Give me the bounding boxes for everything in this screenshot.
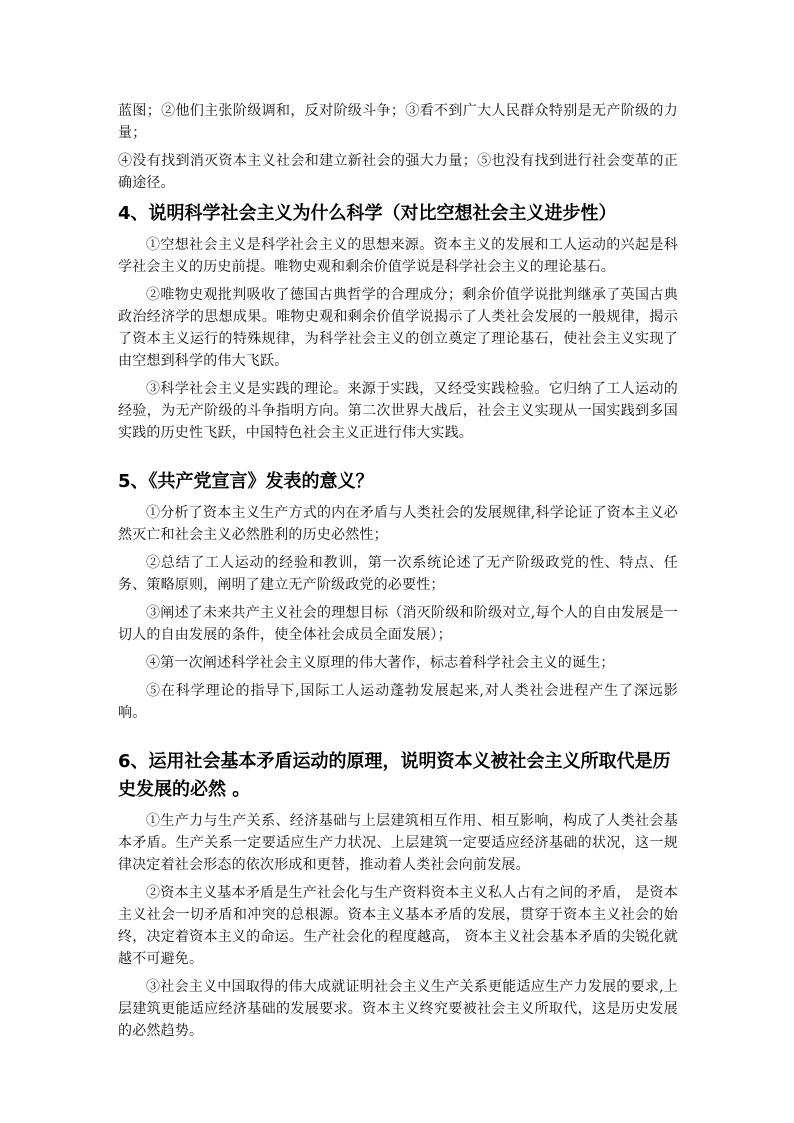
intro-paragraph-1: 蓝图；②他们主张阶级调和，反对阶级斗争；③看不到广大人民群众特别是无产阶级的力量； <box>118 103 678 141</box>
section-5-paragraph-5: ⑤在科学理论的指导下,国际工人运动蓬勃发展起来,对人类社会进程产生了深远影响。 <box>118 683 678 721</box>
section-4-paragraph-2: ②唯物史观批判吸收了德国古典哲学的合理成分；剩余价值学说批判继承了英国古典政治经济学的思想成果。唯物史观和剩余价值学说揭示了人类社会发展的一般规律，揭示了资本主义运行的特殊规律，为科学社会主义的创立奠定了理论基石，使社会主义实现了由空想到科学的伟大飞跃。 <box>118 287 678 369</box>
spacer <box>118 730 678 748</box>
section-6-paragraph-3: ③社会主义中国取得的伟大成就证明社会主义生产关系更能适应生产力发展的要求,上层建筑更能适应经济基础的发展要求。资本主义终究要被社会主义所取代，这是历史发展的必然趋势。 <box>118 979 678 1039</box>
spacer <box>118 450 678 468</box>
document-body <box>118 100 678 1048</box>
section-4-title: 4、说明科学社会主义为什么科学（对比空想社会主义进步性） <box>118 203 617 224</box>
section-6-paragraph-1: ①生产力与生产关系、经济基础与上层建筑相互作用、相互影响，构成了人类社会基本矛盾。生产关系一定要适应生产力状况、上层建筑一定要适应经济基础的状况，这一规律决定着社会形态的依次形成和更替，推动着人类社会向前发展。 <box>118 813 678 873</box>
section-5-paragraph-1: ①分析了资本主义生产方式的内在矛盾与人类社会的发展规律,科学论证了资本主义必然灭亡和社会主义必然胜利的历史必然性； <box>118 505 678 543</box>
section-5-paragraph-2: ②总结了工人运动的经验和教训，第一次系统论述了无产阶级政党的性、特点、任务、策略原则，阐明了建立无产阶级政党的必要性； <box>118 555 678 593</box>
section-5-paragraph-3: ③阐述了未来共产主义社会的理想目标（消灭阶级和阶级对立,每个人的自由发展是一切人的自由发展的条件，使全体社会成员全面发展）； <box>118 605 678 643</box>
intro-paragraph-2: ④没有找到消灭资本主义社会和建立新社会的强大力量；⑤也没有找到进行社会变革的正确途径。 <box>118 153 678 191</box>
section-6-title: 6、运用社会基本矛盾运动的原理，说明资本义被社会主义所取代是历史发展的必然 。 <box>118 751 671 800</box>
section-5-paragraph-4: ④第一次阐述科学社会主义原理的伟大著作，标志着科学社会主义的诞生； <box>146 655 615 671</box>
section-5-title: 5、《共产党宣言》发表的意义？ <box>118 471 374 492</box>
section-4-paragraph-3: ③科学社会主义是实践的理论。来源于实践，又经受实践检验。它归纳了工人运动的经验，为无产阶级的斗争指明方向。第二次世界大战后，社会主义实现从一国实践到多国实践的历史性飞跃，中国特色社会主义正进行伟大实践。 <box>118 381 678 441</box>
section-6-paragraph-2: ②资本主义基本矛盾是生产社会化与生产资料资本主义私人占有之间的矛盾， 是资本主义社会一切矛盾和冲突的总根源。资本主义基本矛盾的发展，贯穿于资本主义社会的始终，决定着资本主义的命运。生产社会化的程度越高， 资本主义社会基本矛盾的尖锐化就越不可避免。 <box>118 885 678 967</box>
section-4-paragraph-1: ①空想社会主义是科学社会主义的思想来源。资本主义的发展和工人运动的兴起是科学社会主义的历史前提。唯物史观和剩余价值学说是科学社会主义的理论基石。 <box>118 237 678 275</box>
